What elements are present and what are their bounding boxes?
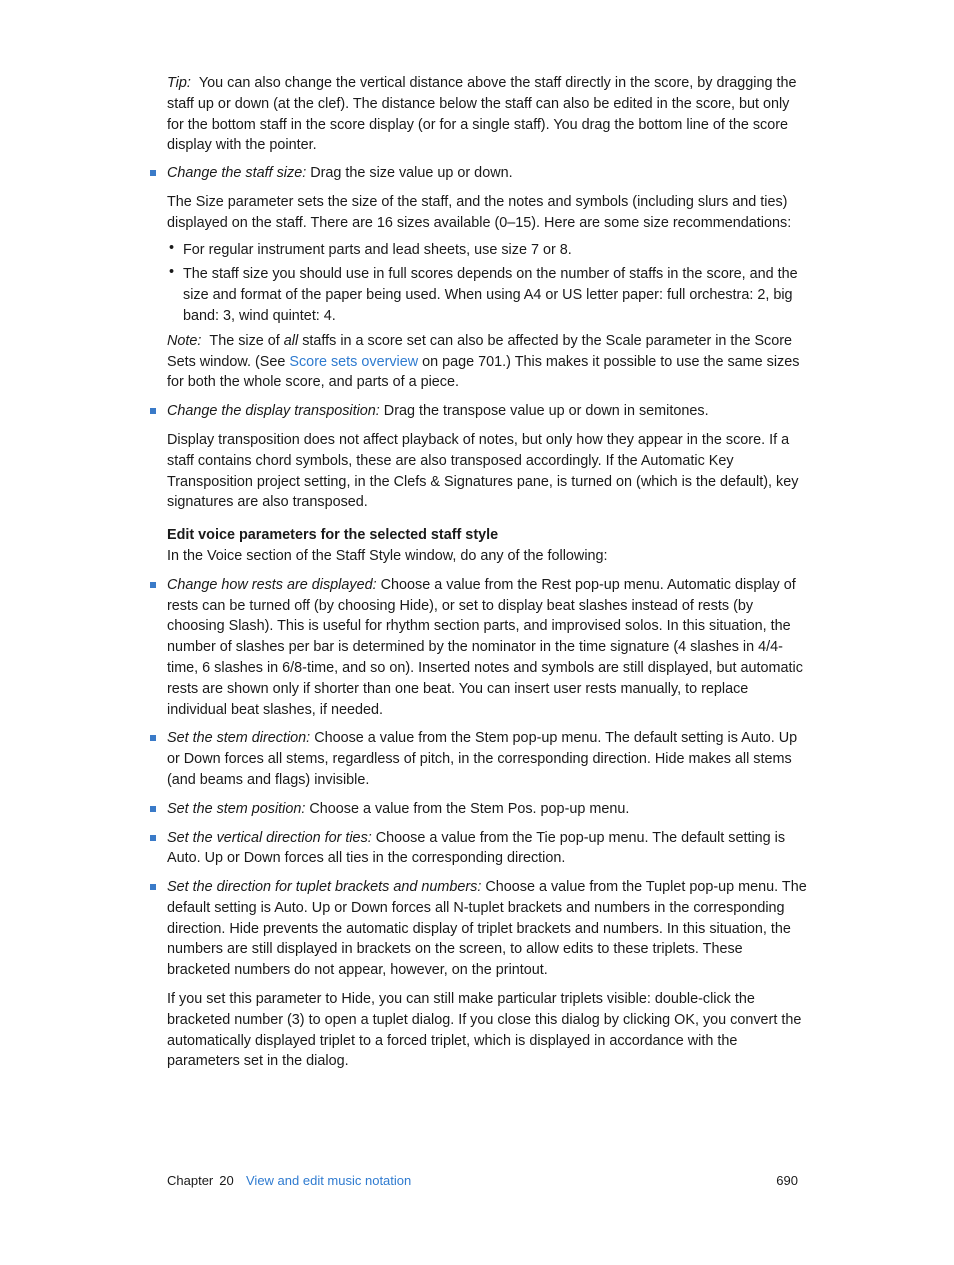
item-text: Choose a value from the Stem Pos. pop-up menu. [309,800,630,817]
list-item-tuplets [167,877,807,981]
sub-bullet-item [167,240,807,261]
sub-bullet-text: For regular instrument parts and lead sheets, use size 7 or 8. [183,241,572,258]
list-item-rests [167,575,807,721]
chapter-label: Chapter 20 [167,1173,234,1188]
list-item-staff-size [167,163,807,184]
list-item-stem-position [167,799,807,820]
item-lead: Set the stem position: [167,800,306,817]
dot-bullet-icon: • [169,239,175,256]
dot-bullet-icon: • [169,264,175,281]
square-bullet-icon [150,806,156,812]
square-bullet-icon [150,735,156,741]
staff-size-body: The Size parameter sets the size of the staff, and the notes and symbols (including slurs and ties) displayed on the staff. There are 16 sizes available (0–15). Here are some size recommendations: [167,193,792,231]
item-text: Choose a value from the Tuplet pop-up menu. The default setting is Auto. Up or Down forces all N-tuplet brackets and numbers in the corresponding direction. Hide prevents the automatic display of triplet brackets and numbers. In this situation, the numbers are still displayed in brackets on the screen, to allow edits to these triplets. These bracketed numbers do not appear, however, on the printout. [167,879,807,979]
item-lead: Change the display transposition: [167,403,380,420]
item-text: Drag the size value up or down. [310,165,513,182]
note-label: Note: [167,332,202,349]
item-lead: Set the stem direction: [167,730,311,747]
item-lead: Change the staff size: [167,165,307,182]
chapter-title-link[interactable]: View and edit music notation [246,1173,412,1188]
sub-bullet-text: The staff size you should use in full scores depends on the number of staffs in the score, and the size and format of the paper being used. When using A4 or US letter paper: full orchestra: 2, big band: 3, wind quintet: 4. [183,266,798,324]
square-bullet-icon [150,408,156,414]
tip-paragraph [167,73,807,156]
list-item-stem-direction [167,728,807,790]
transposition-body: Display transposition does not affect playback of notes, but only how they appear in the score. If a staff contains chord symbols, these are also transposed accordingly. If the Automatic Key Transposition project setting, in the Clefs & Signatures pane, is turned on (which is the default), key signatures are also transposed. [167,431,799,511]
item-text: Drag the transpose value up or down in semitones. [383,403,709,420]
sub-bullet-item [167,264,807,326]
square-bullet-icon [150,170,156,176]
square-bullet-icon [150,884,156,890]
closing-paragraph: If you set this parameter to Hide, you can still make particular triplets visible: double-click the bracketed number (3) to open a tuplet dialog. If you close this dialog by clicking OK, you convert the automatically displayed triplet to a forced triplet, which is displayed in accordance with the parameters set in the dialog. [167,991,802,1070]
chapter-number: 20 [219,1173,234,1188]
item-lead: Set the direction for tuplet brackets and numbers: [167,879,482,896]
score-sets-overview-link[interactable]: Score sets overview [289,353,419,370]
note-paragraph: Note: The size of all staffs in a score set can also be affected by the Scale parameter in the Score Sets window. (See Score sets overview on page 701.) This makes it possible to use the same sizes for both the whole score, and parts of a piece. [167,332,800,391]
page-number: 690 [776,1173,798,1188]
section-heading: Edit voice parameters for the selected staff style [167,527,499,544]
list-item-transposition [167,401,807,422]
list-item-ties [167,828,807,870]
tip-text: You can also change the vertical distance above the staff directly in the score, by dragging the staff up or down (at the clef). The distance below the staff can also be edited in the score, but only for the bottom staff in the score display (or for a single staff). You drag the bottom line of the score display with the pointer. [167,75,797,154]
section-intro: In the Voice section of the Staff Style window, do any of the following: [167,547,608,564]
item-text: Choose a value from the Tie pop-up menu. The default setting is Auto. Up or Down forces all ties in the corresponding direction. [167,829,786,867]
item-text: Choose a value from the Rest pop-up menu. Automatic display of rests can be turned off (by choosing Hide), or set to display beat slashes instead of rests (by choosing Slash). This is useful for rhythm section parts, and improvised solos. In this situation, the number of slashes per bar is determined by the nominator in the time signature (4 slashes in 4/4-time, 6 slashes in 6/8-time, and so on). Inserted notes and symbols are still displayed, but automatic rests are shown only if shorter than one beat. You can insert user rests manually, to replace individual beat slashes, if needed. [167,576,803,718]
square-bullet-icon [150,582,156,588]
page-content [167,73,807,1078]
tip-label: Tip: [167,75,191,91]
item-text: Choose a value from the Stem pop-up menu. The default setting is Auto. Up or Down forces all stems, regardless of pitch, in the corresponding direction. Hide makes all stems (and beams and flags) invisible. [167,730,798,788]
square-bullet-icon [150,835,156,841]
item-lead: Set the vertical direction for ties: [167,829,372,846]
item-lead: Change how rests are displayed: [167,576,377,593]
